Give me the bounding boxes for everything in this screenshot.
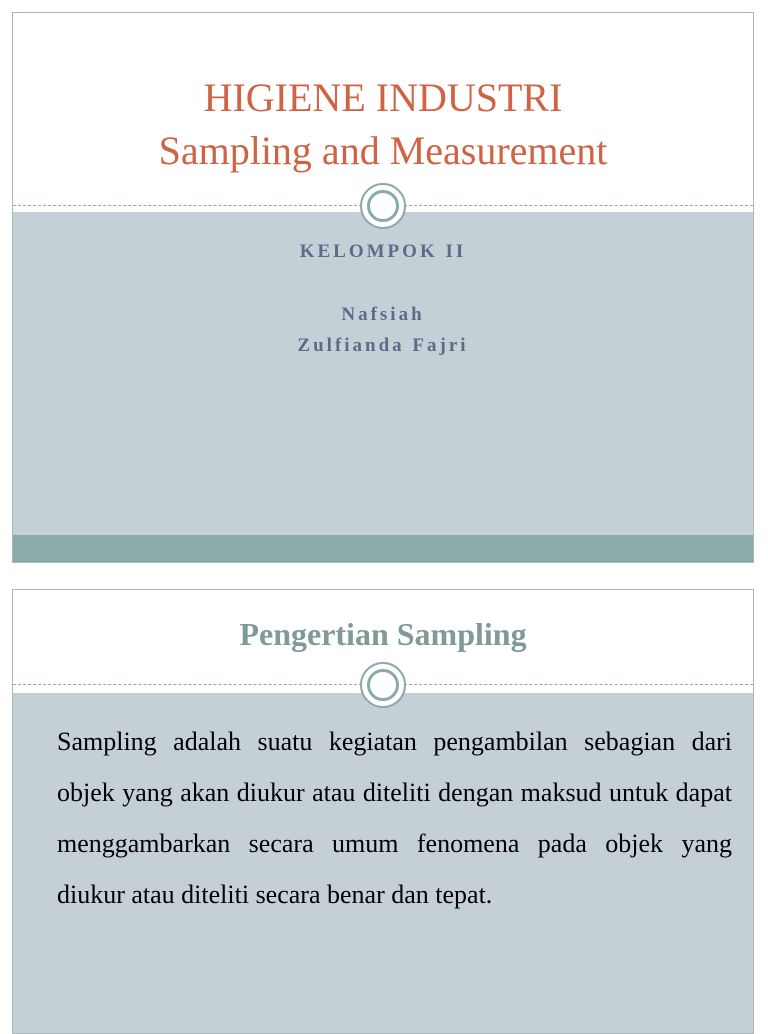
slide-heading: Pengertian Sampling [239,616,527,652]
definition-paragraph: Sampling adalah suatu kegiatan pengambilan sebagian dari objek yang akan diukur atau diteliti dengan maksud untuk dapat menggambarkan secara umum fenomena pada objek yang diukur atau diteliti secara benar dan tepat. [57,727,732,909]
main-title: HIGIENE INDUSTRI [203,75,563,120]
member-name-2: Zulfianda Fajri [297,335,469,356]
slide-title-area [13,13,753,205]
ring-ornament-icon [360,662,406,708]
member-name-1: Nafsiah [341,304,425,325]
main-subtitle: Sampling and Measurement [158,128,608,173]
footer-band [13,535,753,562]
slide-title [12,12,754,563]
ring-ornament-icon [360,183,406,229]
group-label: KELOMPOK II [299,241,467,262]
slide-definition [12,589,754,1034]
